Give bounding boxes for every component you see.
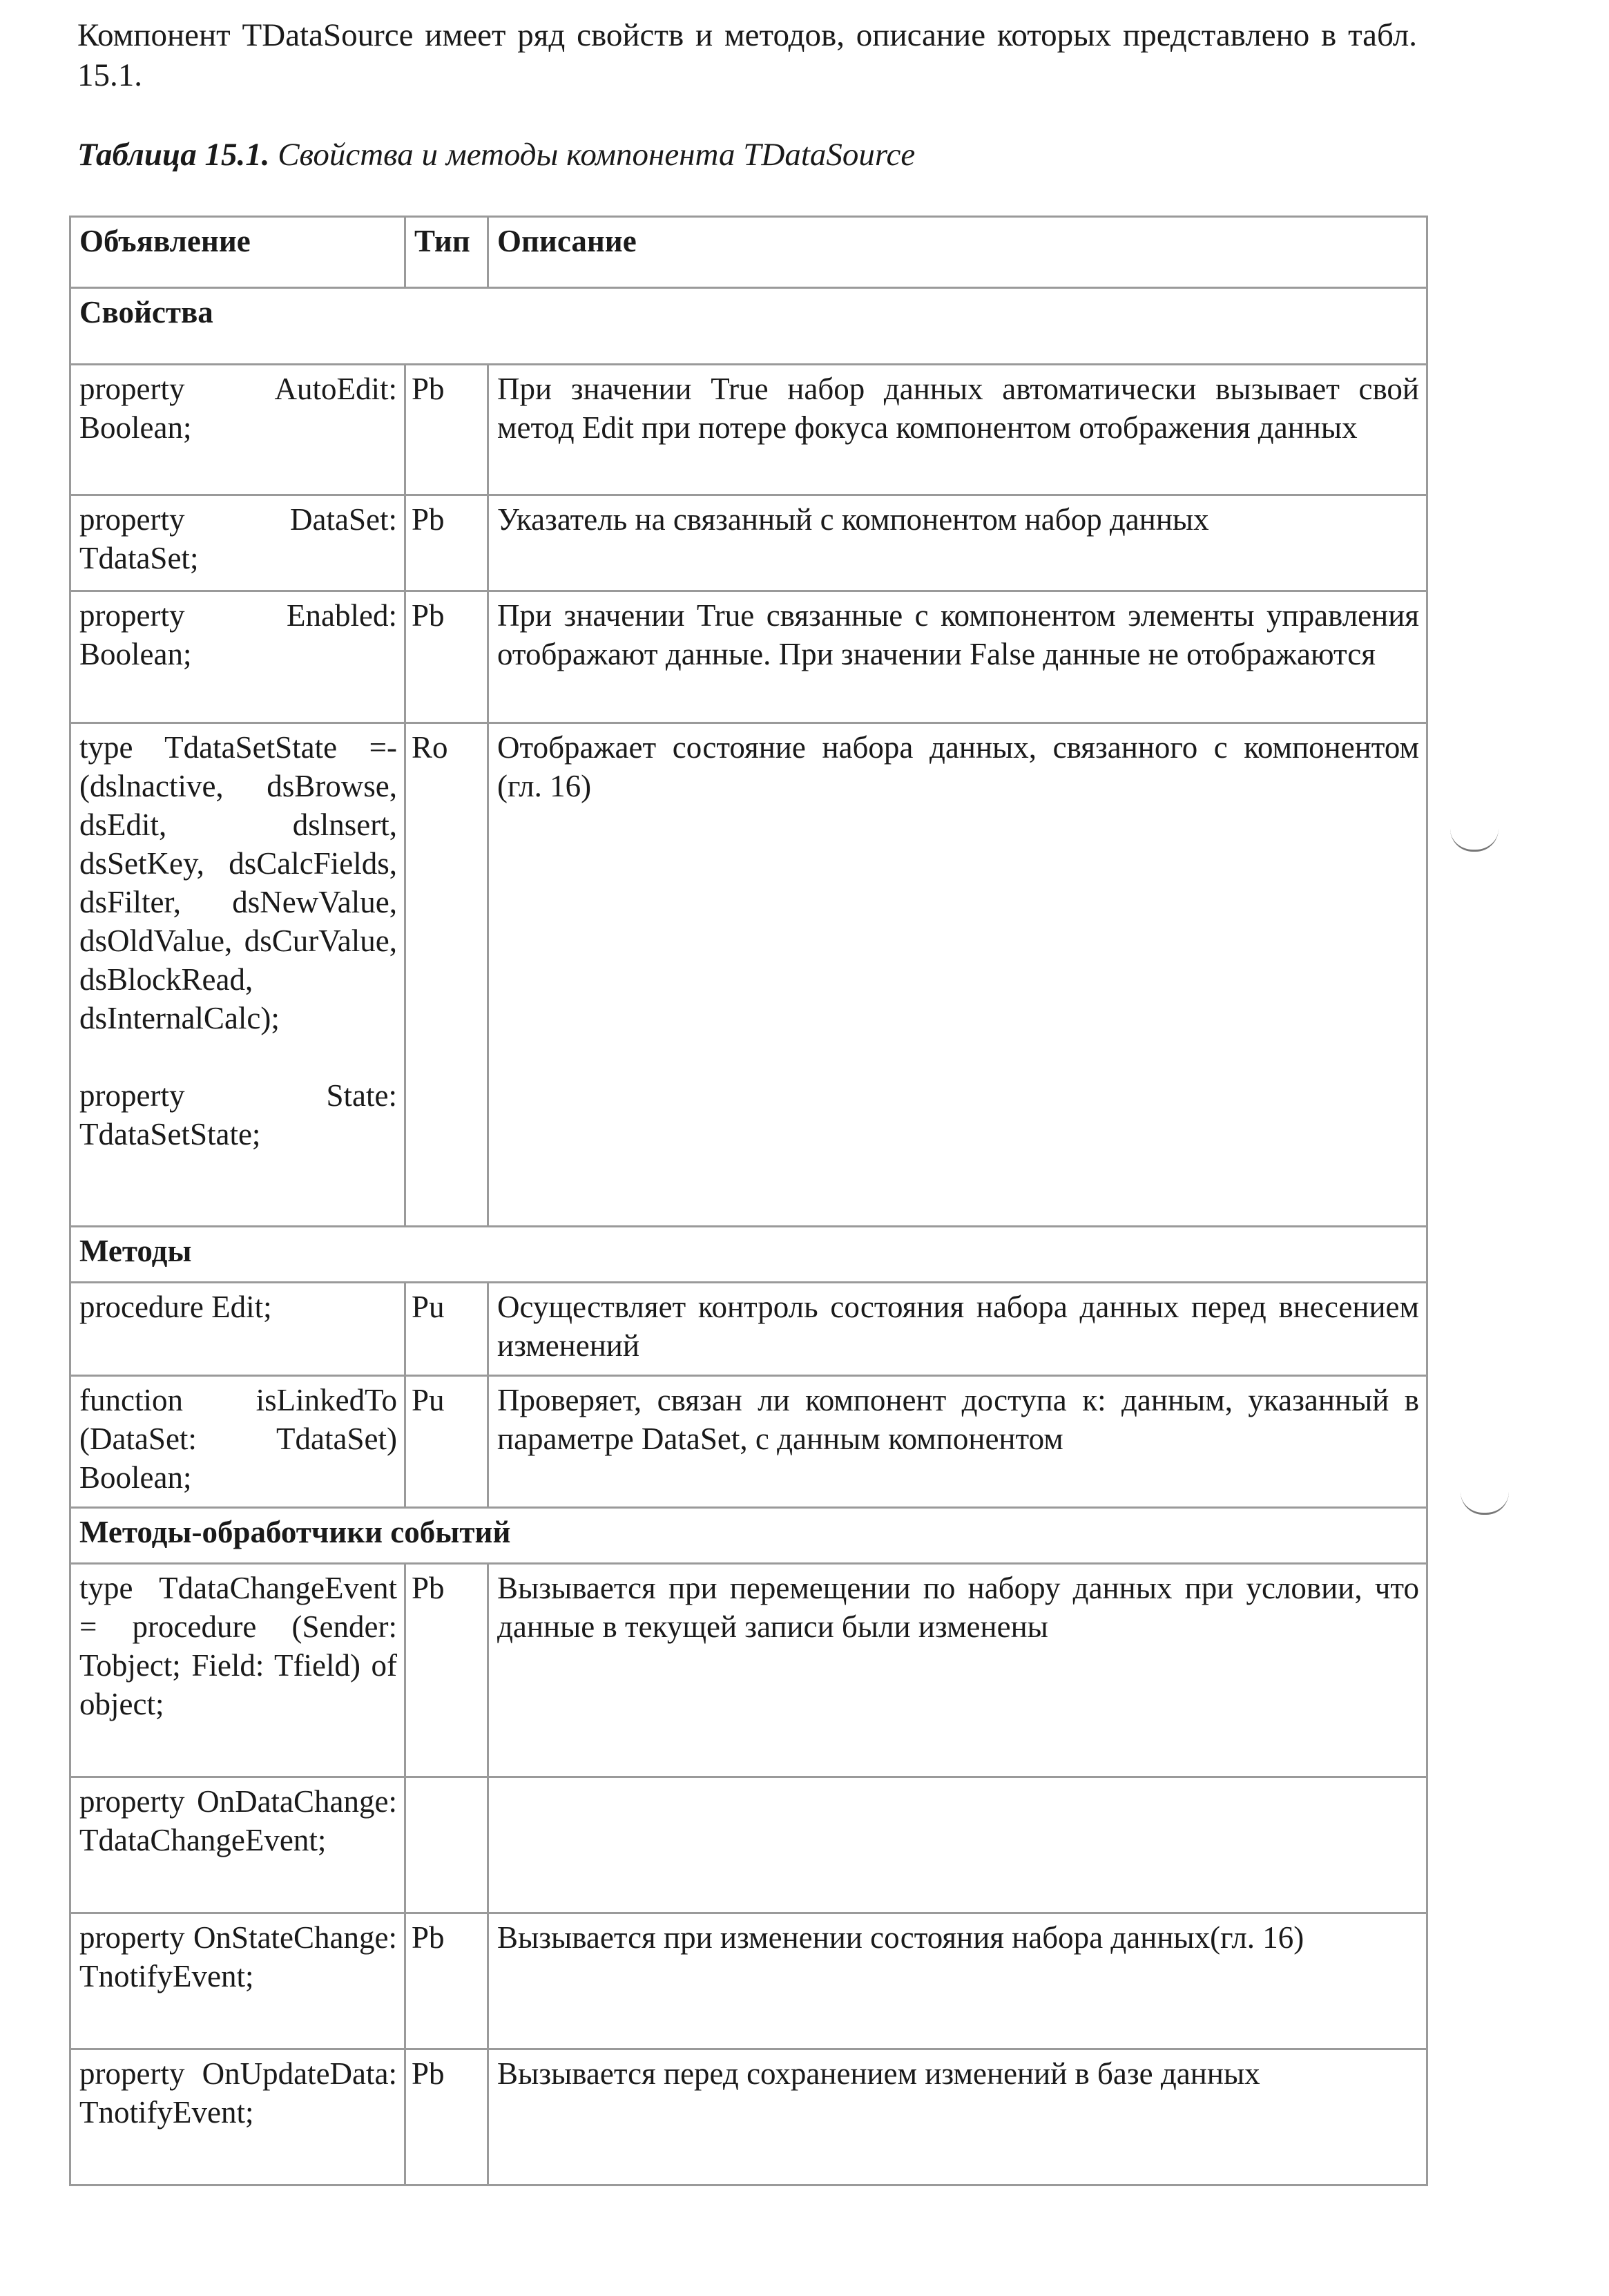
table-row — [70, 723, 1427, 1227]
properties-methods-table — [69, 216, 1428, 2186]
row-description — [488, 1777, 1427, 1913]
row-description: При значении True набор данных автоматически вызывает свой метод Edit при потере фокуса компонентом отображения данных — [488, 365, 1427, 495]
row-description: Вызывается при изменении состояния набора данных(гл. 16) — [488, 1913, 1427, 2049]
row-type: Pb — [405, 365, 488, 495]
row-type: Pb — [405, 495, 488, 591]
row-type: Pb — [405, 2049, 488, 2185]
table-row — [70, 1777, 1427, 1913]
row-type: Pb — [405, 1913, 488, 2049]
header-type: Тип — [405, 217, 488, 288]
row-declaration: property AutoEdit: Boolean; — [70, 365, 405, 495]
table-caption — [77, 135, 915, 175]
row-declaration: type TdataChangeEvent = procedure (Sender: Tobject; Field: Tfield) of object; — [70, 1564, 405, 1777]
section-title-handlers: Методы-обработчики событий — [70, 1508, 1427, 1564]
row-declaration: property OnDataChange: TdataChangeEvent; — [70, 1777, 405, 1913]
row-description: При значении True связанные с компонентом элементы управления отображают данные. При значении False данные не отображаются — [488, 591, 1427, 723]
table-row — [70, 1564, 1427, 1777]
row-declaration: property OnUpdateData: TnotifyEvent; — [70, 2049, 405, 2185]
row-description: Проверяет, связан ли компонент доступа к: данным, указанный в параметре DataSet, с данным компонентом — [488, 1376, 1427, 1508]
table-row — [70, 495, 1427, 591]
row-declaration: property DataSet: TdataSet; — [70, 495, 405, 591]
table-row — [70, 1283, 1427, 1376]
binder-hole-mark — [1461, 1492, 1509, 1515]
section-row-handlers — [70, 1508, 1427, 1564]
table-row — [70, 1376, 1427, 1508]
table-header-row — [70, 217, 1427, 288]
row-description: Осуществляет контроль состояния набора данных перед внесением изменений — [488, 1283, 1427, 1376]
row-description: Отображает состояние набора данных, связанного с компонентом (гл. 16) — [488, 723, 1427, 1227]
row-declaration: function isLinkedTo (DataSet: TdataSet) Boolean; — [70, 1376, 405, 1508]
section-row-methods — [70, 1227, 1427, 1283]
header-description: Описание — [488, 217, 1427, 288]
row-description: Вызывается при перемещении по набору данных при условии, что данные в текущей записи были изменены — [488, 1564, 1427, 1777]
section-title-properties: Свойства — [70, 288, 1427, 365]
row-type: Pb — [405, 591, 488, 723]
table-caption-text: Свойства и методы компонента TDataSource — [269, 137, 916, 173]
header-declaration: Объявление — [70, 217, 405, 288]
row-description: Указатель на связанный с компонентом набор данных — [488, 495, 1427, 591]
table-row — [70, 365, 1427, 495]
intro-paragraph: Компонент TDataSource имеет ряд свойств и методов, описание которых представлено в табл. 15.1. — [77, 17, 1417, 93]
row-declaration: type TdataSetState =- (dslnactive, dsBrowse, dsEdit, dslnsert, dsSetKey, dsCalcFields, dsFilter, dsNewValue, dsOldValue, dsCurValue, dsBlockRead, dsInternalCalc); property State: TdataSetState; — [70, 723, 405, 1227]
table-row — [70, 2049, 1427, 2185]
row-type: Pu — [405, 1283, 488, 1376]
row-declaration: procedure Edit; — [70, 1283, 405, 1376]
row-description: Вызывается перед сохранением изменений в базе данных — [488, 2049, 1427, 2185]
binder-hole-mark — [1450, 829, 1499, 852]
table-row — [70, 591, 1427, 723]
table-row — [70, 1913, 1427, 2049]
row-type — [405, 1777, 488, 1913]
row-declaration: property OnStateChange: TnotifyEvent; — [70, 1913, 405, 2049]
section-row-properties — [70, 288, 1427, 365]
row-type: Pb — [405, 1564, 488, 1777]
section-title-methods: Методы — [70, 1227, 1427, 1283]
row-declaration: property Enabled: Boolean; — [70, 591, 405, 723]
row-type: Ro — [405, 723, 488, 1227]
table-caption-label: Таблица 15.1. — [77, 137, 270, 173]
row-type: Pu — [405, 1376, 488, 1508]
